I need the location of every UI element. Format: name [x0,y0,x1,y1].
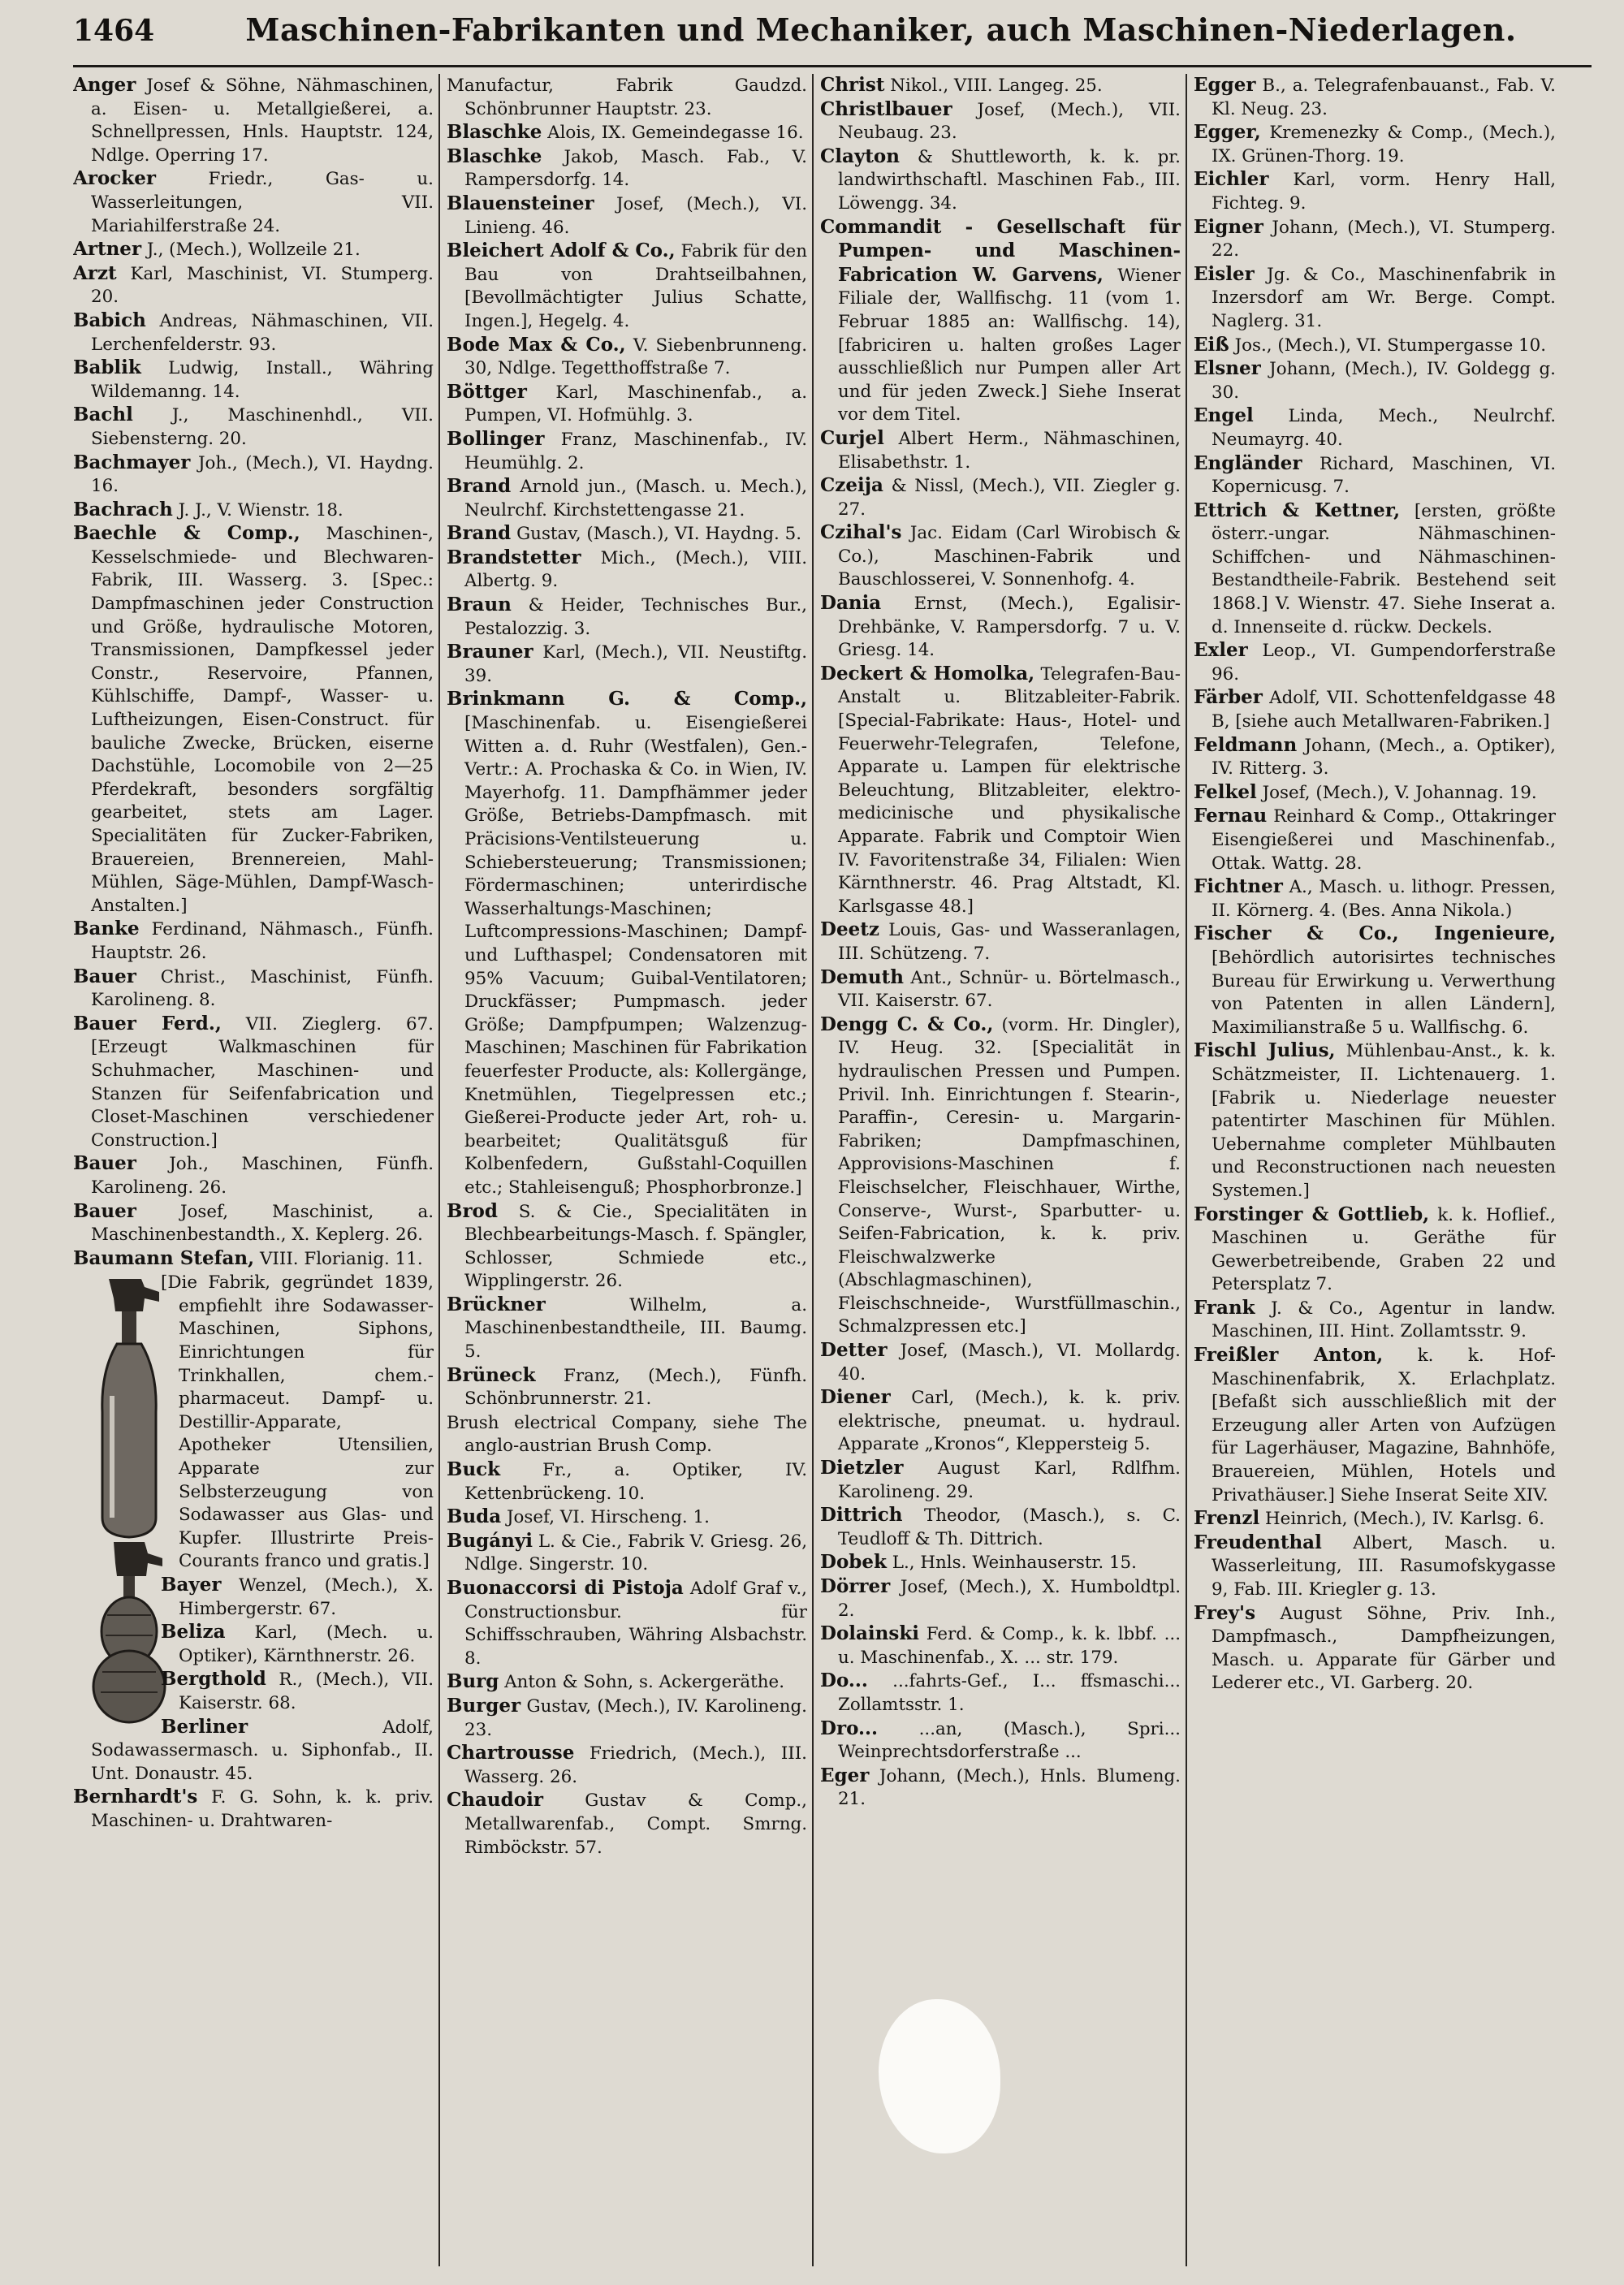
directory-entry [447,1364,807,1411]
directory-entry [1194,263,1556,334]
entry-name: Christlbauer [820,97,952,120]
entry-details: Ant., Schnür- u. Börtelmasch., VII. Kaiserstr. 67. [838,967,1181,1012]
entry-name: Curjel [820,426,884,449]
entry-name: Blaschke [447,145,542,167]
directory-entry [1194,1344,1556,1507]
entry-name: Bergthold [161,1668,266,1691]
entry-name: Eger [820,1764,870,1786]
directory-entry [1194,1297,1556,1344]
entry-details: Adolf, VII. Schottenfeldgasse 48 B, [siehe auch Metallwaren-Fabriken.] [1212,688,1556,732]
directory-entry [73,262,434,309]
entry-name: Bauer [73,1199,136,1222]
directory-entry [447,145,807,192]
entry-details: Franz, Maschinenfab., IV. Heumühlg. 2. [464,429,807,473]
running-title: Maschinen-Fabrikanten und Mechaniker, auch Maschinen-Niederlagen. [245,11,1517,48]
entry-details: Josef, (Mech.), VII. Neubaug. 23. [838,99,1181,144]
entry-name: Brand [447,522,512,545]
entry-details: Jg. & Co., Maschinenfabrik in Inzersdorf am Wr. Berge. Compt. Naglerg. 31. [1212,264,1556,331]
entry-details: Friedr., Gas- u. Wasserleitungen, VII. Mariahilferstraße 24. [91,169,434,236]
directory-entry [447,1200,807,1294]
entry-details: Adolf, Sodawassermasch. u. Siphonfab., II. Unt. Donaustr. 45. [91,1717,434,1784]
entry-details: Linda, Mech., Neulrchf. Neumayrg. 40. [1212,406,1556,450]
directory-entry [820,216,1181,427]
directory-entry [73,522,434,918]
entry-details: Richard, Maschinen, VI. Kopernicusg. 7. [1212,453,1556,498]
entry-details: Josef, Maschinist, a. Maschinenbestandth., X. Keplerg. 26. [91,1201,434,1246]
directory-entry [1194,121,1556,168]
entry-details: & Heider, Technisches Bur., Pestalozzig. 3. [464,595,807,639]
entry-name: Bollinger [447,427,545,450]
entry-details: Fr., a. Optiker, IV. Kettenbrückeng. 10. [464,1460,807,1504]
directory-entry [447,192,807,240]
directory-entry [73,238,434,262]
directory-entry [1194,875,1556,922]
entry-details: V. Siebenbrunneng. 30, Ndlge. Tegetthoffstraße 7. [464,335,807,379]
directory-entry [820,145,1181,216]
entry-name: Engel [1194,404,1254,427]
entry-details: Ferdinand, Nähmasch., Fünfh. Hauptstr. 26. [91,919,434,963]
entry-name: Commandit - Gesellschaft für Pumpen- und Maschinen-Fabrication W. Garvens, [820,215,1181,286]
entry-name: Burger [447,1694,521,1717]
entry-details: [Maschinenfab. u. Eisengießerei Witten a. d. Ruhr (Westfalen), Gen.-Vertr.: A. Prochaska & Co. in Wien, IV. Mayerhofg. 11. Dampfhämmer jeder Größe, Betriebs-Dampfmasch. mit Präcisions-Ventilsteuerung u. Schiebersteuerung; Transmissionen; Fördermaschinen; unterirdische Wasserhaltungs-Maschinen; Luftcompressions-Maschinen; Dampf- und Lufthaspel; Condensatoren mit 95% Vacuum; Guibal-Ventilatoren; Druckfässer; Pumpmasch. jeder Größe; Dampfpumpen; Walzenzug-Maschinen; Maschinen für Fabrikation feuerfester Producte, als: Kollergänge, Knetmühlen, Tiegelpressen etc.; Gießerei-Producte jeder Art, roh- u. bearbeitet; Qualitätsguß für Kolbenfedern, Gußstahl-Coquillen etc.; Stahleisenguß; Phosphorbronze.] [464,713,807,1198]
entry-details: Mühlenbau-Anst., k. k. Schätzmeister, II. Lichtenauerg. 1. [Fabrik u. Niederlage neuester patentirter Maschinen für Mühlen. Uebernahme completer Mühlbauten und Reconstructionen nach neuesten Systemen.] [1212,1041,1556,1201]
entry-details: Nikol., VIII. Langeg. 25. [890,76,1103,96]
entry-details: Ludwig, Install., Währing Wildemanng. 14. [91,358,434,402]
directory-entry [1194,404,1556,451]
entry-name: Arocker [73,167,156,190]
entry-details: Fabrik für den Bau von Drahtseilbahnen, [Bevollmächtigter Julius Schatte, Ingen.], Hegelg. 4. [464,241,807,331]
entry-details: Wenzel, (Mech.), X. Himbergerstr. 67. [179,1575,434,1619]
entry-details: Gustav, (Mech.), IV. Karolineng. 23. [464,1695,807,1740]
directory-entry [447,1294,807,1364]
entry-name: Artner [73,238,142,261]
entry-details: Carl, (Mech.), k. k. priv. elektrische, pneumat. u. hydraul. Apparate „Kronos“, Kleppersteig 5. [838,1388,1181,1455]
entry-details: Josef, VI. Hirscheng. 1. [506,1507,710,1528]
entry-name: Böttger [447,380,527,403]
entry-details: Albert, Masch. u. Wasserleitung, III. Rasumofskygasse 9, Fab. III. Kriegler g. 13. [1212,1532,1556,1600]
entry-name: Eigner [1194,215,1263,238]
entry-name: Beliza [161,1621,226,1644]
entry-name: Bachrach [73,498,173,520]
entry-details: Johann, (Mech., a. Optiker), IV. Ritterg. 3. [1212,735,1556,780]
entry-details: ...an, (Masch.), Spri... Weinprechtsdorferstraße ... [838,1718,1181,1763]
directory-entry [820,521,1181,592]
entry-details: & Nissl, (Mech.), VII. Ziegler g. 27. [838,476,1181,520]
directory-entry [820,966,1181,1013]
entry-name: Detter [820,1339,888,1362]
entry-details: Jakob, Masch. Fab., V. Rampersdorfg. 14. [464,146,807,191]
entry-name: Bugányi [447,1529,533,1552]
directory-entry [820,663,1181,919]
entry-name: Babich [73,309,146,331]
directory-entry [447,1505,807,1530]
directory-entry [1194,781,1556,806]
directory-entry [820,98,1181,145]
entry-details: J. & Co., Agentur in landw. Maschinen, III. Hint. Zollamtsstr. 9. [1212,1298,1556,1342]
entry-details: Telegrafen-Bau-Anstalt u. Blitzableiter-Fabrik. [Special-Fabrikate: Haus-, Hotel- und Feuerwehr-Telegrafen, Telefone, Apparate u. Lampen für elektrische Beleuchtung, Blitzableiter, elektro-medicinische und physikalische Apparate. Fabrik und Comptoir Wien IV. Favoritenstraße 34, Filialen: Wien Kärnthnerstr. 46. Prag Altstadt, Kl. Karlsgasse 48.] [838,663,1181,917]
entry-name: Blaschke [447,121,542,144]
directory-entry [447,74,807,121]
entry-details: Gustav, (Masch.), VI. Haydng. 5. [516,524,802,545]
entry-details: B., a. Telegrafenbauanst., Fab. V. Kl. Neug. 23. [1212,76,1556,119]
entry-name: Dro... [820,1717,879,1739]
entry-name: Buonaccorsi di Pistoja [447,1577,684,1599]
directory-entry [1194,74,1556,121]
entry-name: Bayer [161,1574,222,1596]
directory-entry [1194,1602,1556,1695]
column-4 [1194,74,1561,2266]
entry-name: Frey's [1194,1601,1256,1624]
directory-entry [73,1247,434,1272]
entry-details: k. k. Hof-Maschinenfabrik, X. Erlachplatz. [Befaßt sich ausschließlich mit der Erzeugung aller Arten von Aufzügen für Lagerhäuser, Magazine, Bahnhöfe, Brauereien, Mühlen, Hotels und Privathäuser.] Siehe Inserat Seite XIV. [1212,1346,1556,1505]
entry-details: Joh., Maschinen, Fünfh. Karolineng. 26. [91,1154,434,1198]
entry-name: Berliner [161,1715,248,1738]
entry-details: Mich., (Mech.), VIII. Albertg. 9. [464,547,807,592]
entry-name: Czihal's [820,521,902,544]
column-1 [73,74,440,2266]
entry-details: Jos., (Mech.), VI. Stumpergasse 10. [1234,335,1547,356]
entry-name: Frenzl [1194,1507,1260,1530]
directory-columns [73,74,1592,2266]
directory-entry [73,309,434,356]
directory-entry [73,1152,434,1199]
directory-entry [820,1717,1181,1765]
directory-entry [820,427,1181,474]
entry-name: Bleichert Adolf & Co., [447,240,676,262]
directory-entry [447,1577,807,1670]
entry-details: Heinrich, (Mech.), IV. Karlsg. 6. [1265,1509,1545,1530]
entry-details: Brush electrical Company, siehe The anglo-austrian Brush Comp. [447,1412,807,1457]
entry-name: Chaudoir [447,1789,543,1812]
entry-details: S. & Cie., Specialitäten in Blechbearbeitungs-Masch. f. Spängler, Schlosser, Schmiede etc., Wipplingerstr. 26. [464,1201,807,1292]
entry-details: R., (Mech.), VII. Kaiserstr. 68. [179,1669,434,1713]
entry-name: Bauer Ferd., [73,1012,222,1035]
entry-details: Karl, Maschinenfab., a. Pumpen, VI. Hofmühlg. 3. [464,382,807,426]
entry-name: Bernhardt's [73,1786,198,1808]
entry-details: VII. Zieglerg. 67. [Erzeugt Walkmaschinen für Schuhmacher, Maschinen- und Stanzen für Seifenfabrication und Closet-Maschinen verschiedener Construction.] [91,1013,434,1151]
entry-name: Demuth [820,965,904,988]
directory-entry [73,74,434,167]
entry-details: Wilhelm, a. Maschinenbestandtheile, III. Baumg. 5. [464,1294,807,1363]
directory-entry [447,1411,807,1458]
entry-name: Ettrich & Kettner, [1194,499,1401,521]
entry-details: L., Hnls. Weinhauserstr. 15. [892,1553,1137,1574]
entry-name: Elsner [1194,357,1261,380]
directory-entry [447,240,807,333]
entry-name: Christ [820,74,885,96]
entry-details: Gustav & Comp., Metallwarenfab., Compt. Smrng. Rimböckstr. 57. [464,1790,807,1858]
entry-name: Baumann Stefan, [73,1246,255,1269]
page-header [73,11,1592,67]
entry-name: Burg [447,1670,499,1693]
entry-name: Brinkmann G. & Comp., [447,688,807,711]
directory-entry [1194,639,1556,686]
entry-details: Jac. Eidam (Carl Wirobisch & Co.), Maschinen-Fabrik und Bauschlosserei, V. Sonnenhofg. 4. [838,523,1181,590]
entry-details: Karl, (Mech.), VII. Neustiftg. 39. [464,642,807,686]
entry-name: Freißler Anton, [1194,1344,1384,1367]
directory-entry [820,1669,1181,1717]
directory-entry [820,1386,1181,1457]
directory-entry [73,356,434,404]
entry-details: J., (Mech.), Wollzeile 21. [146,240,361,261]
entry-details: Josef, (Mech.), VI. Linieng. 46. [464,193,807,238]
directory-entry [1194,1531,1556,1602]
entry-details: Adolf Graf v., Constructionsbur. für Schiffsschrauben, Währing Alsbachstr. 8. [464,1579,807,1669]
entry-details: [Die Fabrik, gegründet 1839, empfiehlt ihre Sodawasser-Maschinen, Siphons, Einrichtungen für Trinkhallen, chem.-pharmaceut. Dampf- u. Destillir-Apparate, Apotheker Utensilien, Apparate zur Selbsterzeugung von Sodawasser aus Glas- und Kupfer. Illustrirte Preis-Courants franco und gratis.] [161,1272,434,1572]
entry-details: Christ., Maschinist, Fünfh. Karolineng. 8. [91,966,434,1011]
entry-details: Franz, (Mech.), Fünfh. Schönbrunnerstr. 21. [464,1365,807,1410]
entry-name: Bachmayer [73,451,191,473]
entry-name: Forstinger & Gottlieb, [1194,1203,1430,1225]
entry-name: Färber [1194,686,1263,709]
entry-details: Arnold jun., (Masch. u. Mech.), Neulrchf. Kirchstettengasse 21. [464,477,807,520]
entry-name: Fischer & Co., Ingenieure, [1194,922,1556,945]
directory-entry [447,1458,807,1505]
entry-details: Josef, (Masch.), VI. Mollardg. 40. [838,1341,1181,1384]
directory-entry [1194,168,1556,215]
directory-entry [73,965,434,1013]
directory-entry [1194,1507,1556,1531]
entry-details: Josef & Söhne, Nähmaschinen, a. Eisen- u. Metallgießerei, a. Schnellpressen, Hnls. Hauptstr. 124, Ndlge. Operring 17. [91,76,434,166]
entry-details: Kremenezky & Comp., (Mech.), IX. Grünen-Thorg. 19. [1212,123,1556,166]
entry-details: Wiener Filiale der, Wallfischg. 11 (vom 1. Februar 1885 an: Wallfischg. 14), [fabriciren u. halten großes Lager ausschließlich nur Pumpen aller Art und für jeden Zweck.] Siehe Inserat vor dem Titel. [838,265,1181,425]
entry-name: Bachl [73,404,133,426]
entry-name: Brückner [447,1293,546,1315]
entry-name: Fichtner [1194,875,1283,898]
directory-entry [447,121,807,145]
directory-entry [820,918,1181,965]
directory-entry [1194,334,1556,358]
directory-entry [820,1551,1181,1575]
directory-entry [1194,734,1556,781]
entry-details: Louis, Gas- und Wasseranlagen, III. Schützeng. 7. [838,920,1181,964]
entry-name: Deetz [820,918,879,941]
entry-details: Friedrich, (Mech.), III. Wasserg. 26. [464,1743,807,1787]
entry-details: Josef, (Mech.), X. Humboldtpl. 2. [838,1577,1181,1621]
directory-entry [447,641,807,688]
entry-details: F. G. Sohn, k. k. priv. Maschinen- u. Drahtwaren- [91,1787,434,1831]
entry-name: Brandstetter [447,546,581,568]
entry-details: Maschinen-, Kesselschmiede- und Blechwaren-Fabrik, III. Wasserg. 3. [Spec.: Dampfmaschinen jeder Construction und Größe, hydraulische Motoren, Transmissionen, Dampfkessel jeder Constr., Reservoire, Pfannen, Kühlschiffe, Dampf-, Wasser- u. Luftheizungen, Eisen-Construct. für bauliche Zwecke, Brücken, eiserne Dachstühle, Locomobile von 2—25 Pferdekraft, besonders sorgfältig gearbeitet, stets am Lager. Specialitäten für Zucker-Fabriken, Brauereien, Brennereien, Mahl-Mühlen, Säge-Mühlen, Dampf-Wasch-Anstalten.] [91,524,434,916]
directory-entry [820,1575,1181,1622]
directory-entry [1194,1203,1556,1297]
entry-name: Brand [447,475,512,498]
entry-details: [ersten, größte österr.-ungar. Nähmaschinen-Schiffchen- und Nähmaschinen-Bestandtheile-Fabrik. Bestehend seit 1868.] V. Wienstr. 47. Siehe Inserat a. d. Innenseite d. rückw. Deckels. [1212,500,1556,637]
entry-name: Egger, [1194,121,1261,144]
entry-name: Felkel [1194,780,1257,803]
directory-entry [447,546,807,594]
entry-details: [Behördlich autorisirtes technisches Bureau für Erwirkung u. Verwerthung von Patenten in allen Ländern], Maximilianstraße 5 u. Wallfischg. 6. [1212,947,1556,1038]
entry-name: Bauer [73,965,136,987]
entry-details: (vorm. Hr. Dingler), IV. Heug. 32. [Specialität in hydraulischen Pressen und Pumpen. Privil. Inh. Einrichtungen f. Stearin-, Paraffin-, Ceresin- u. Margarin-Fabriken; Dampfmaschinen, Approvisions-Maschinen f. Fleischselcher, Fleischhauer, Wirthe, Conserve-, Wurst-, Sparbutter- u. Seifen-Fabrication, k. k. priv. Fleischwalzwerke (Abschlagmaschinen), Fleischschneide-, Wurstfüllmaschin., Schmalzpressen etc.] [838,1014,1181,1337]
entry-name: Eiß [1194,333,1229,356]
entry-name: Fernau [1194,805,1268,827]
entry-name: Dietzler [820,1457,904,1479]
entry-name: Dania [820,592,882,615]
directory-entry [73,404,434,451]
directory-entry [447,1789,807,1860]
entry-name: Anger [73,74,136,96]
entry-details: VIII. Florianig. 11. [259,1248,423,1269]
directory-entry [820,1339,1181,1386]
directory-entry [73,451,434,499]
entry-name: Bauer [73,1152,136,1175]
entry-name: Banke [73,918,140,940]
entry-details: Karl, Maschinist, VI. Stumperg. 20. [91,263,434,308]
directory-entry [447,594,807,641]
directory-entry [447,381,807,428]
entry-name: Dobek [820,1551,887,1574]
entry-details: Karl, (Mech. u. Optiker), Kärnthnerstr. 26. [179,1622,434,1666]
entry-name: Bablik [73,356,141,379]
entry-details: L. & Cie., Fabrik V. Griesg. 26, Ndlge. Singerstr. 10. [464,1531,807,1575]
entry-details: Johann, (Mech.), IV. Goldegg g. 30. [1212,359,1556,403]
directory-entry [447,475,807,522]
page-number: 1464 [73,14,155,48]
entry-name: Eichler [1194,168,1269,191]
directory-entry [447,1695,807,1742]
entry-name: Engländer [1194,451,1302,474]
entry-name: Baechle & Comp., [73,522,300,545]
entry-details: Alois, IX. Gemeindegasse 16. [547,123,804,144]
entry-details: Manufactur, Fabrik Gaudzd. Schönbrunner Hauptstr. 23. [447,76,807,119]
directory-entry [820,592,1181,663]
siphon-bottle-illustration [84,1274,174,1729]
entry-details: ...fahrts-Gef., I... ffsmaschi... Zollamtsstr. 1. [838,1671,1181,1715]
directory-entry [73,1013,434,1153]
entry-details: Andreas, Nähmaschinen, VII. Lerchenfelderstr. 93. [91,310,434,355]
entry-name: Clayton [820,145,900,167]
entry-name: Frank [1194,1296,1255,1319]
column-3 [820,74,1187,2266]
directory-entry [73,167,434,238]
directory-entry [447,688,807,1199]
directory-entry [447,1530,807,1577]
directory-entry [73,1200,434,1247]
entry-name: Feldmann [1194,733,1298,756]
entry-details: Ernst, (Mech.), Egalisir-Drehbänke, V. Rampersdorfg. 7 u. V. Griesg. 14. [838,594,1181,661]
directory-entry [73,918,434,965]
directory-entry [820,1013,1181,1339]
entry-name: Chartrousse [447,1742,575,1765]
entry-name: Blauensteiner [447,192,594,214]
entry-details: Albert Herm., Nähmaschinen, Elisabethstr. 1. [838,428,1181,473]
entry-name: Deckert & Homolka, [820,662,1035,685]
entry-name: Buda [447,1505,502,1528]
entry-name: Dittrich [820,1504,903,1527]
directory-entry [820,1622,1181,1669]
entry-name: Brod [447,1199,498,1222]
entry-details: August Karl, Rdlfhm. Karolineng. 29. [838,1458,1181,1502]
directory-entry [1194,357,1556,404]
entry-details: Reinhard & Comp., Ottakringer Eisengießerei und Maschinenfab., Ottak. Wattg. 28. [1212,806,1556,874]
entry-details: Josef, (Mech.), V. Johannag. 19. [1262,782,1537,803]
entry-details: A., Masch. u. lithogr. Pressen, II. Körnerg. 4. (Bes. Anna Nikola.) [1212,877,1556,921]
entry-name: Fischl Julius, [1194,1039,1336,1062]
entry-name: Egger [1194,74,1256,96]
entry-details: Karl, vorm. Henry Hall, Fichteg. 9. [1212,170,1556,214]
entry-name: Eisler [1194,262,1255,285]
directory-entry [820,74,1181,98]
entry-name: Braun [447,594,512,616]
directory-entry [447,428,807,475]
directory-entry [1194,686,1556,733]
entry-name: Brüneck [447,1363,536,1386]
directory-entry [1194,922,1556,1039]
entry-details: k. k. Hoflief., Maschinen u. Geräthe für Gewerbetreibende, Graben 22 und Petersplatz 7. [1212,1204,1556,1295]
entry-details: Anton & Sohn, s. Ackergeräthe. [504,1672,784,1693]
entry-details: & Shuttleworth, k. k. pr. landwirthschaftl. Maschinen Fab., III. Löwengg. 34. [838,146,1181,214]
entry-name: Dörrer [820,1575,891,1597]
column-2 [447,74,814,2266]
entry-details: J. J., V. Wienstr. 18. [178,499,343,520]
entry-details: August Söhne, Priv. Inh., Dampfmasch., Dampfheizungen, Masch. u. Apparate für Gärber und Lederer etc., VI. Garberg. 20. [1212,1603,1556,1694]
entry-name: Czeija [820,474,883,497]
entry-details: Johann, (Mech.), Hnls. Blumeng. 21. [838,1765,1181,1810]
directory-entry [447,334,807,381]
directory-entry [820,1504,1181,1551]
entry-name: Buck [447,1458,501,1481]
entry-name: Brauner [447,641,533,663]
directory-entry [1194,499,1556,640]
entry-name: Arzt [73,261,117,284]
entry-name: Dengg C. & Co., [820,1013,994,1035]
entry-name: Do... [820,1669,868,1692]
entry-name: Bode Max & Co., [447,333,626,356]
entry-details: Theodor, (Masch.), s. C. Teudloff & Th. Dittrich. [838,1505,1181,1549]
directory-entry [447,1742,807,1789]
entry-details: Joh., (Mech.), VI. Haydng. 16. [91,452,434,497]
entry-name: Dolainski [820,1622,920,1645]
directory-entry [1194,452,1556,499]
directory-entry [73,1786,434,1833]
entry-details: Ferd. & Comp., k. k. lbbf. ... u. Maschinenfab., X. ... str. 179. [838,1624,1181,1668]
entry-details: Leop., VI. Gumpendorferstraße 96. [1212,641,1556,685]
entry-name: Freudenthal [1194,1531,1322,1553]
directory-entry [1194,805,1556,875]
directory-entry [1194,216,1556,263]
directory-entry [820,474,1181,521]
directory-entry [73,499,434,523]
entry-details: Johann, (Mech.), VI. Stumperg. 22. [1212,217,1556,261]
directory-entry [1194,1039,1556,1203]
directory-entry [447,522,807,546]
entry-name: Exler [1194,639,1248,662]
entry-name: Diener [820,1386,891,1409]
entry-details: J., Maschinenhdl., VII. Siebensterng. 20. [91,405,434,449]
directory-entry [820,1457,1181,1504]
directory-entry [447,1670,807,1695]
directory-entry [73,1271,434,1574]
directory-entry [820,1765,1181,1812]
